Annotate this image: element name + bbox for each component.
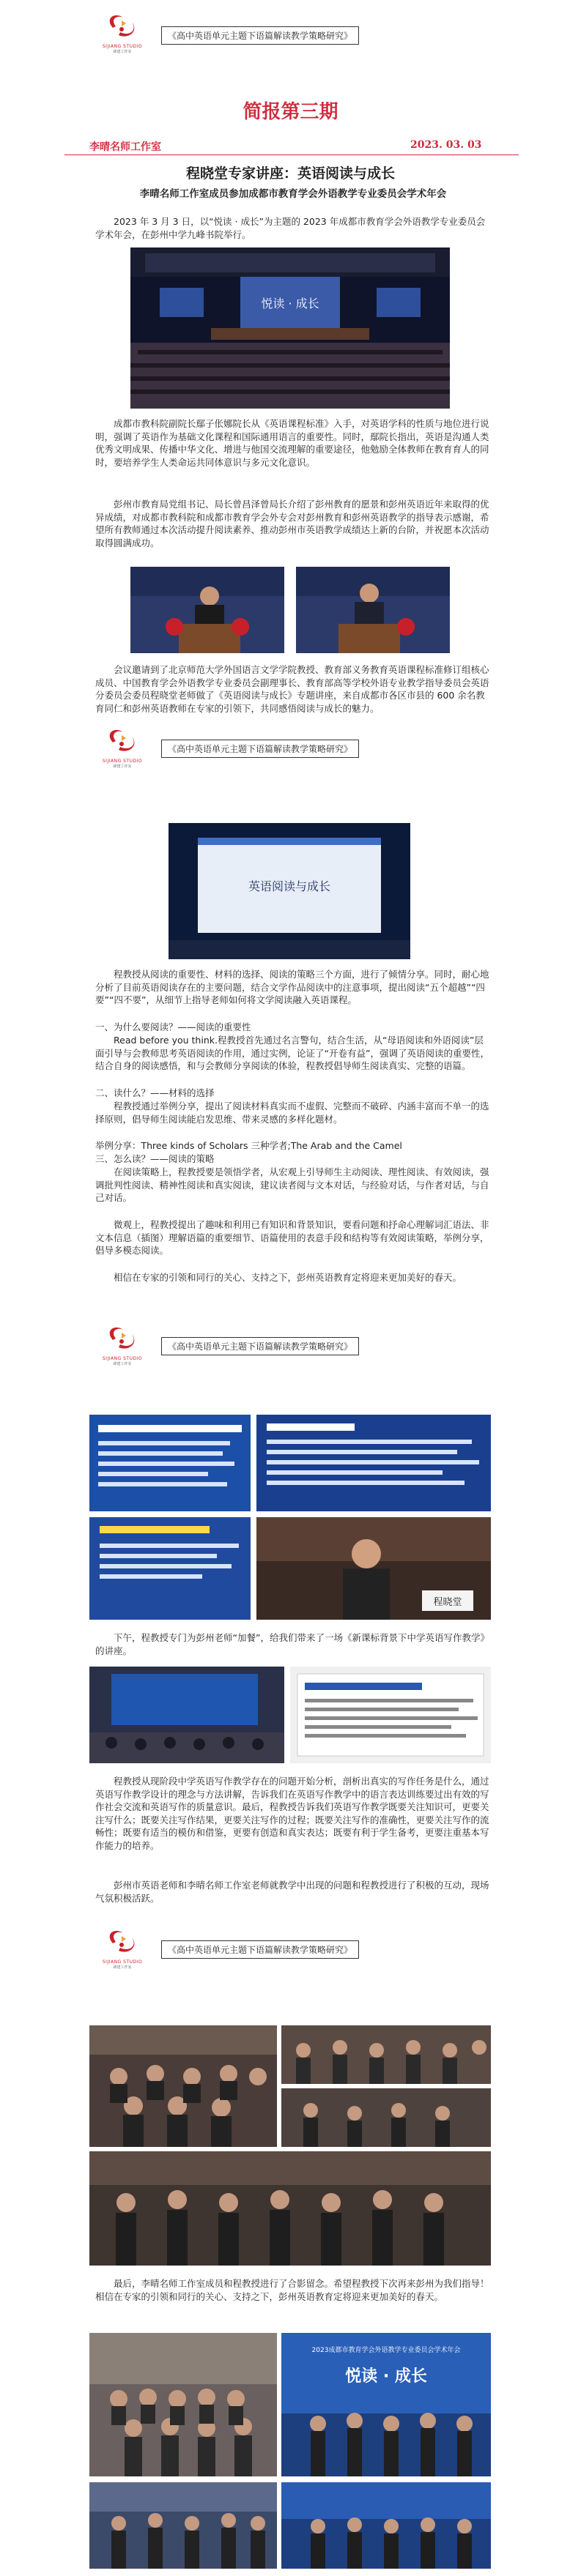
logo-brand-text: SIJIANG STUDIO (102, 1959, 143, 1965)
bulletin-date: 2023. 03. 03 (410, 139, 482, 151)
logo-brand-text: SIJIANG STUDIO (102, 759, 143, 764)
logo-sub-text: 肆建工作室 (113, 1362, 132, 1366)
logo-emblem-icon (97, 1926, 148, 1959)
year-banner-text: 2023成都市教育学会外语教学专业委员会学术年会 (311, 2347, 461, 2354)
section-3-heading: 三、怎么读？——阅读的策略 (95, 1153, 215, 1164)
writing-paragraph: 程教授从现阶段中学英语写作教学存在的问题开始分析，剖析出真实的写作任务是什么，通过英语写作教学设计的理念与方法讲解，告诉我们在英语写作教学中的语言表达训练要过出有效的写作社会交流和英语写作的质量意识。最后，程教授告诉我们英语写作教学既要关注知识可，更要关注写什么；既要关注写作结果，更要关注写作的过程；既要关注写作的准确性，更要关注写作的流畅性；既要有适当的模仿和借鉴，更要有创造和真实表达；既要有利于学生备考，更要注重基本写作能力的培养。 (95, 1776, 489, 1851)
leader-paragraph: 成都市教科院副院长鄢子伥娜院长从《英语课程标准》入手，对英语学科的性质与地位进行说明，强调了英语作为基础文化课程和国际通用语言的重要性。同时，鄢院长指出，英语是沟通人类优秀文明成果、传播中华文化、增进与他国交流理解的重要途径，他勉励全体教师在教育育人的同时，要培养学生人类命运共同体意识与多元文化意识。 (95, 418, 489, 468)
section-3-paragraph-2: 微观上，程教授提出了趣味和利用已有知识和背景知识，要看问题和抒命心理解词汇语法、非文本信息（插图）理解语篇的重要细节、语篇使用的表意手段和结构等有效阅读策略，举例分享，倡导多模态阅读。 (95, 1219, 489, 1257)
section-2-example: 举例分享：Three kinds of Scholars 三种学者;The Arab and the Camel (95, 1140, 402, 1151)
studio-logo-2 (97, 725, 148, 770)
topic-box-3: 《高中英语单元主题下语篇解读教学策略研究》 (161, 1337, 359, 1355)
banner-bottom-text: 悦读 · 成长 (345, 2367, 427, 2386)
audience-photo-1 (89, 2025, 277, 2147)
topic-box: 《高中英语单元主题下语篇解读教学策略研究》 (161, 26, 359, 45)
section-2-paragraph: 程教授通过举例分享，提出了阅读材料真实而不虚假、完整而不破碎、内涵丰富而不单一的选择原则，倡导师生阅读能启发思维、带来灵感的多样化题材。 (95, 1101, 489, 1125)
group-photo-banner (281, 2333, 491, 2476)
speaker-photo-left (130, 567, 284, 653)
pengzhou-paragraph: 彭州市教育局党组书记、局长曾昌泽曾局长介绍了彭州教育的愿景和彭州英语近年来取得的优异成绩，对成都市教科院和成都市教育学会外专会对彭州教育和彭州英语教学的指导表示感谢，希望所有教师通过本次活动提升阅读素养、推动彭州市英语教学成绩达上新的台阶，并祝愿本次活动取得圆满成功。 (95, 499, 489, 548)
logo-emblem-icon (97, 1322, 148, 1356)
studio-name: 李晴名师工作室 (89, 141, 161, 153)
logo-sub-text: 肆建工作室 (113, 1965, 132, 1970)
closing-paragraph: 最后，李晴名师工作室成员和程教授进行了合影留念。希望程教授下次再来彭州为我们指导！相信在专家的引领和同行的关心、支持之下，彭州英语教育定将迎来更加美好的春天。 (95, 2278, 489, 2302)
section-3-paragraph: 在阅读策略上，程教授要是领悟学者，从宏观上引导师生主动阅读、理性阅读、有效阅读，强调批判性阅读、精神性阅读和真实阅读，建议读者阅与文本对话，与经验对话，与作者对话，与自己对话。 (95, 1166, 489, 1204)
speaker-closeup-photo (256, 1517, 491, 1620)
thanks-paragraph: 彭州市英语老师和李晴名师工作室老师就教学中出现的问题和程教授进行了积极的互动，现场气氛积极活跃。 (95, 1880, 489, 1904)
article-headline: 程晓堂专家讲座：英语阅读与成长 (185, 165, 395, 182)
studio-logo-3 (97, 1322, 148, 1368)
lecture-slide-title: 英语阅读与成长 (248, 879, 331, 893)
logo-sub-text: 肆建工作室 (113, 50, 132, 54)
group-photo-bottom-right (281, 2482, 491, 2569)
article-subheadline: 李晴名师工作室成员参加成都市教育学会外语教学专业委员会学术年会 (139, 188, 447, 200)
audience-photo-4 (89, 2151, 491, 2266)
afternoon-paragraph: 下午，程教授专门为彭州老师“加餐”，给我们带来了一场《新课标背景下中学英语写作教学》的讲座。 (95, 1632, 489, 1656)
topic-box-4: 《高中英语单元主题下语篇解读教学策略研究》 (161, 1940, 359, 1959)
group-photo-bottom-left (89, 2482, 277, 2569)
logo-brand-text: SIJIANG STUDIO (102, 1356, 143, 1361)
conference-hall-photo (130, 247, 450, 409)
lecture-screen-photo (169, 823, 410, 959)
logo-sub-text: 肆建工作室 (113, 764, 132, 769)
section-3-paragraph-3: 相信在专家的引领和同行的关心、支持之下，彭州英语教育定将迎来更加美好的春天。 (114, 1272, 462, 1283)
strategy-intro-paragraph: 程教授从阅读的重要性、材料的选择、阅读的策略三个方面，进行了倾情分享。同时，耐心地分析了目前英语阅读存在的主要问题，结合文学作品阅读中的注意事项，提出阅读“五个超越”“四要”“四不要”，从细节上指导老师如何将文学阅读融入英语课程。 (95, 969, 489, 1006)
studio-logo-4 (97, 1926, 148, 1971)
audience-photo-2 (281, 2025, 491, 2084)
logo-emblem-icon (97, 725, 148, 759)
studio-logo (97, 10, 148, 56)
logo-emblem-icon (97, 10, 148, 44)
slide-photo-3 (89, 1517, 251, 1620)
afternoon-photo-left (89, 1667, 284, 1763)
hall-banner-text: 悦读 · 成长 (261, 297, 319, 310)
speaker-photo-right (296, 567, 450, 653)
slide-photo-1 (89, 1415, 251, 1511)
group-photo-left (89, 2333, 277, 2476)
section-1-heading: 一、为什么要阅读？——阅读的重要性 (95, 1021, 251, 1032)
intro-paragraph: 2023 年 3 月 3 日，以“悦读 · 成长”为主题的 2023 年成都市教育学会外语教学专业委员会学术年会，在彭州中学九峰书院举行。 (95, 216, 486, 240)
bulletin-title: 简报第三期 (243, 101, 338, 123)
topic-box-2: 《高中英语单元主题下语篇解读教学策略研究》 (161, 740, 359, 758)
logo-brand-text: SIJIANG STUDIO (102, 44, 143, 49)
name-card-text: 程晓堂 (433, 1597, 462, 1608)
section-2-heading: 二、读什么？——材料的选择 (95, 1087, 215, 1098)
afternoon-photo-right (290, 1667, 491, 1763)
slide-photo-2 (256, 1415, 491, 1511)
audience-photo-3 (281, 2088, 491, 2147)
invite-paragraph-part1: 会议邀请到了北京师范大学外国语言文学学院教授、教育部义务教育英语课程标准修订组核心成员、中国教育学会外语教学专业委员会副理事长、教育部高等学校外语专业教学指导委员会英语分委员会委员程晓堂老师做了《英语阅读与成长》专题讲座，来自成都市各区市县的 600 余名教育同仁和彭州英语教师在专家的引领下，共同感悟阅读与成长的魅力。 (95, 664, 489, 714)
section-1-paragraph: Read before you think.程教授首先通过名言警句，结合生活，从“母语阅读和外语阅读”层面引导与会教师思考英语阅读的作用，通过实例，论证了“开卷有益”，强调了英语阅读的重要性，结合自身的阅读感悟，和与会教师分享阅读的体验，程教授倡导师生阅读真实、完整的语篇。 (95, 1035, 489, 1072)
